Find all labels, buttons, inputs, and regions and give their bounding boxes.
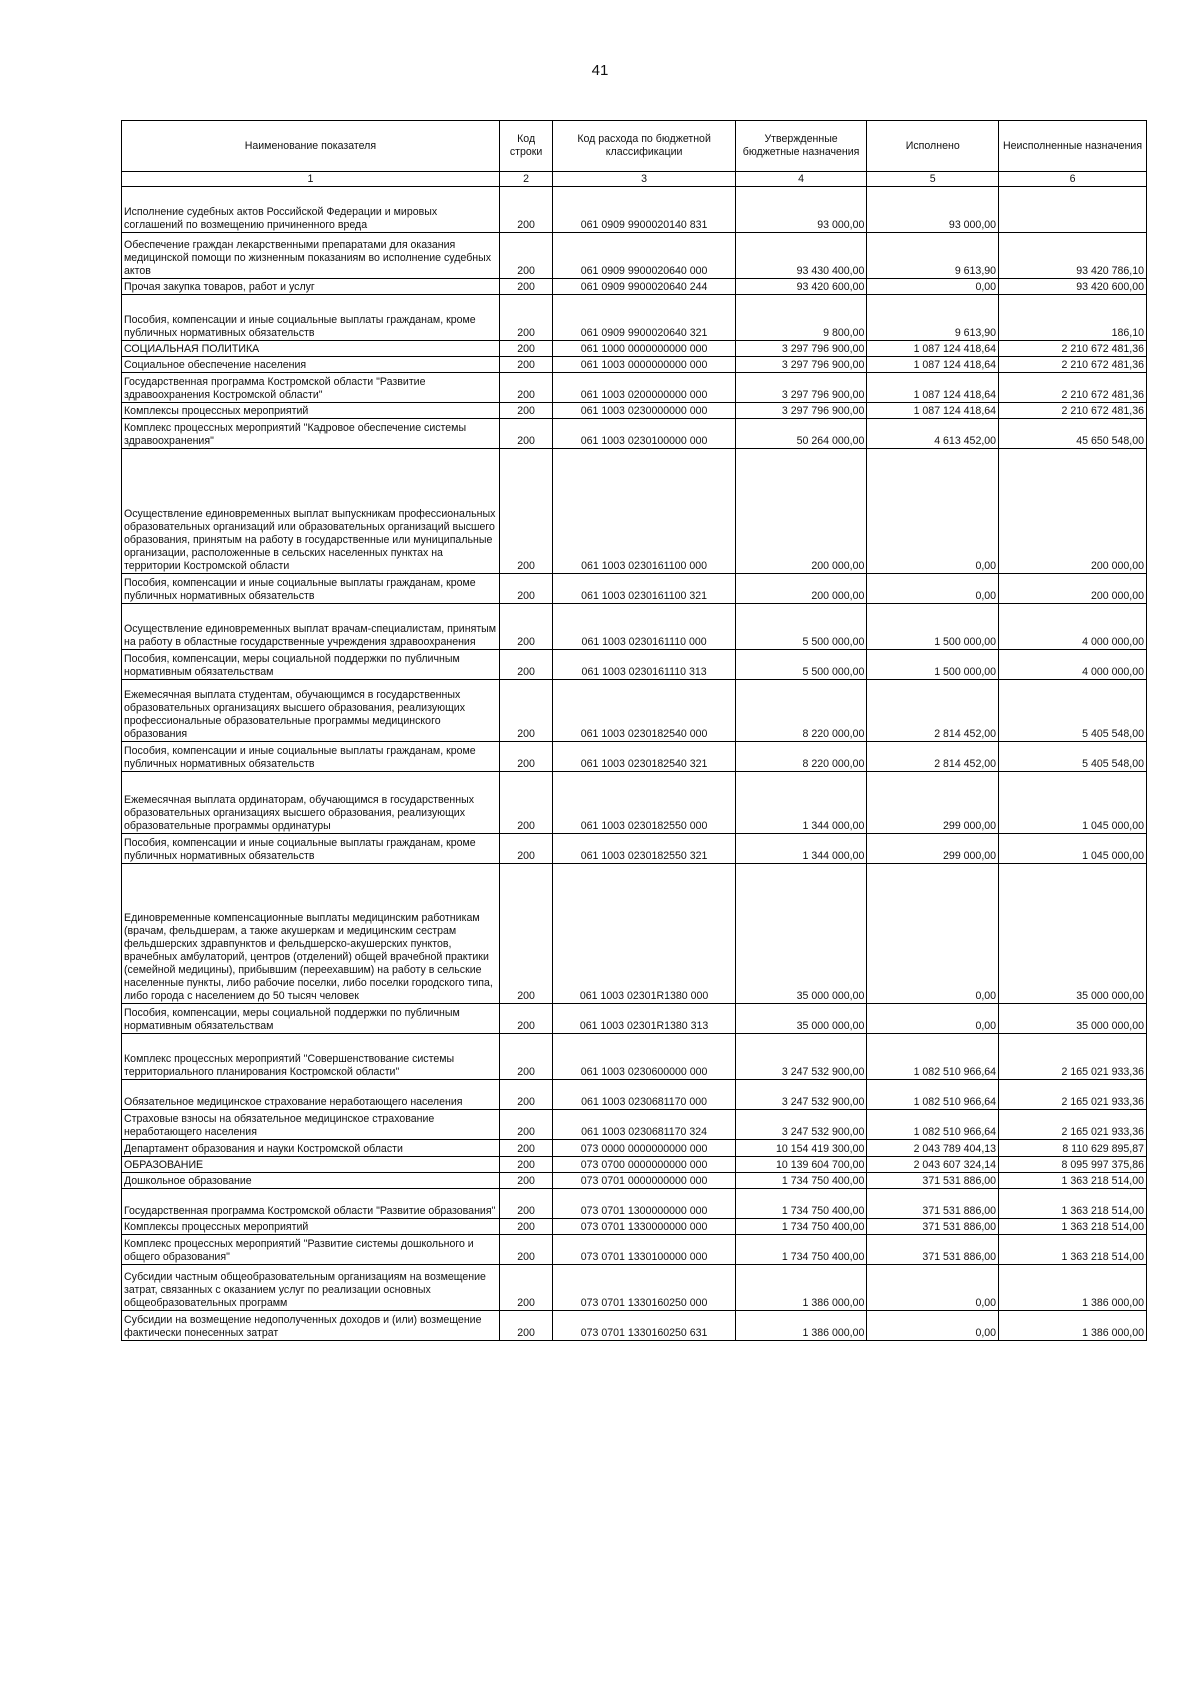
row-name-cell: Осуществление единовременных выплат врачам-специалистам, принятым на работу в областные государственные учреждения здравоохранения bbox=[122, 604, 500, 650]
row-approved-cell: 8 220 000,00 bbox=[735, 742, 867, 772]
row-approved-cell: 8 220 000,00 bbox=[735, 680, 867, 742]
table-row bbox=[122, 341, 1147, 357]
table-row bbox=[122, 650, 1147, 680]
row-unexecuted-cell: 186,10 bbox=[999, 295, 1147, 341]
row-kbk-cell: 061 1003 0230161100 000 bbox=[553, 449, 735, 574]
row-executed-cell: 371 531 886,00 bbox=[867, 1189, 999, 1219]
row-name-cell: Государственная программа Костромской области "Развитие образования" bbox=[122, 1189, 500, 1219]
row-approved-cell: 10 139 604 700,00 bbox=[735, 1157, 867, 1173]
row-kbk-cell: 061 1003 0230681170 324 bbox=[553, 1110, 735, 1140]
row-kbk-cell: 061 1003 0230161100 321 bbox=[553, 574, 735, 604]
row-name-cell: Комплекс процессных мероприятий "Совершенствование системы территориального планирования Костромской области" bbox=[122, 1034, 500, 1080]
row-name-cell: Социальное обеспечение населения bbox=[122, 357, 500, 373]
row-approved-cell: 9 800,00 bbox=[735, 295, 867, 341]
row-executed-cell: 1 082 510 966,64 bbox=[867, 1080, 999, 1110]
row-code-cell: 200 bbox=[499, 1140, 553, 1157]
row-unexecuted-cell: 1 045 000,00 bbox=[999, 772, 1147, 834]
row-executed-cell: 0,00 bbox=[867, 449, 999, 574]
row-code-cell: 200 bbox=[499, 341, 553, 357]
row-name-cell: Обеспечение граждан лекарственными препаратами для оказания медицинской помощи по жизненным показаниям во исполнение судебных актов bbox=[122, 233, 500, 279]
row-kbk-cell: 061 1003 0230182550 000 bbox=[553, 772, 735, 834]
row-code-cell: 200 bbox=[499, 1311, 553, 1341]
row-code-cell: 200 bbox=[499, 449, 553, 574]
row-approved-cell: 93 430 400,00 bbox=[735, 233, 867, 279]
row-unexecuted-cell bbox=[999, 187, 1147, 233]
row-name-cell: Пособия, компенсации и иные социальные выплаты гражданам, кроме публичных нормативных обязательств bbox=[122, 574, 500, 604]
row-unexecuted-cell: 1 363 218 514,00 bbox=[999, 1235, 1147, 1265]
row-approved-cell: 5 500 000,00 bbox=[735, 650, 867, 680]
row-executed-cell: 1 082 510 966,64 bbox=[867, 1034, 999, 1080]
row-name-cell: Обязательное медицинское страхование неработающего населения bbox=[122, 1080, 500, 1110]
table-row bbox=[122, 279, 1147, 295]
row-approved-cell: 10 154 419 300,00 bbox=[735, 1140, 867, 1157]
header-number: 2 bbox=[499, 172, 553, 187]
table-row bbox=[122, 187, 1147, 233]
header-executed: Исполнено bbox=[867, 121, 999, 172]
row-executed-cell: 9 613,90 bbox=[867, 233, 999, 279]
row-executed-cell: 2 814 452,00 bbox=[867, 680, 999, 742]
row-unexecuted-cell: 2 210 672 481,36 bbox=[999, 341, 1147, 357]
header-kbk: Код расхода по бюджетной классификации bbox=[553, 121, 735, 172]
row-name-cell: СОЦИАЛЬНАЯ ПОЛИТИКА bbox=[122, 341, 500, 357]
row-code-cell: 200 bbox=[499, 403, 553, 419]
header-number: 5 bbox=[867, 172, 999, 187]
row-code-cell: 200 bbox=[499, 742, 553, 772]
row-kbk-cell: 073 0000 0000000000 000 bbox=[553, 1140, 735, 1157]
row-approved-cell: 200 000,00 bbox=[735, 574, 867, 604]
table-row bbox=[122, 1173, 1147, 1189]
row-name-cell: Исполнение судебных актов Российской Федерации и мировых соглашений по возмещению причиненного вреда bbox=[122, 187, 500, 233]
row-name-cell: Пособия, компенсации, меры социальной поддержки по публичным нормативным обязательствам bbox=[122, 650, 500, 680]
row-kbk-cell: 073 0701 1300000000 000 bbox=[553, 1189, 735, 1219]
row-kbk-cell: 061 1003 0230182540 000 bbox=[553, 680, 735, 742]
row-code-cell: 200 bbox=[499, 574, 553, 604]
row-name-cell: Дошкольное образование bbox=[122, 1173, 500, 1189]
row-unexecuted-cell: 200 000,00 bbox=[999, 449, 1147, 574]
row-approved-cell: 1 734 750 400,00 bbox=[735, 1173, 867, 1189]
row-executed-cell: 371 531 886,00 bbox=[867, 1235, 999, 1265]
table-row bbox=[122, 1080, 1147, 1110]
row-unexecuted-cell: 2 210 672 481,36 bbox=[999, 357, 1147, 373]
row-name-cell: Пособия, компенсации и иные социальные выплаты гражданам, кроме публичных нормативных обязательств bbox=[122, 834, 500, 864]
row-executed-cell: 1 087 124 418,64 bbox=[867, 373, 999, 403]
row-unexecuted-cell: 1 386 000,00 bbox=[999, 1311, 1147, 1341]
row-kbk-cell: 061 1003 0200000000 000 bbox=[553, 373, 735, 403]
row-code-cell: 200 bbox=[499, 295, 553, 341]
budget-execution-table bbox=[121, 120, 1147, 1341]
table-row bbox=[122, 1311, 1147, 1341]
row-unexecuted-cell: 5 405 548,00 bbox=[999, 680, 1147, 742]
row-approved-cell: 3 247 532 900,00 bbox=[735, 1080, 867, 1110]
row-executed-cell: 0,00 bbox=[867, 864, 999, 1004]
row-approved-cell: 1 734 750 400,00 bbox=[735, 1219, 867, 1235]
row-name-cell: Субсидии на возмещение недополученных доходов и (или) возмещение фактически понесенных затрат bbox=[122, 1311, 500, 1341]
row-code-cell: 200 bbox=[499, 419, 553, 449]
row-name-cell: ОБРАЗОВАНИЕ bbox=[122, 1157, 500, 1173]
row-executed-cell: 2 814 452,00 bbox=[867, 742, 999, 772]
row-unexecuted-cell: 2 210 672 481,36 bbox=[999, 373, 1147, 403]
table-row bbox=[122, 403, 1147, 419]
row-name-cell: Комплексы процессных мероприятий bbox=[122, 403, 500, 419]
row-code-cell: 200 bbox=[499, 1110, 553, 1140]
header-row bbox=[122, 121, 1147, 172]
row-code-cell: 200 bbox=[499, 1265, 553, 1311]
row-unexecuted-cell: 1 363 218 514,00 bbox=[999, 1219, 1147, 1235]
row-kbk-cell: 061 1003 02301R1380 000 bbox=[553, 864, 735, 1004]
row-code-cell: 200 bbox=[499, 1080, 553, 1110]
row-kbk-cell: 073 0700 0000000000 000 bbox=[553, 1157, 735, 1173]
row-unexecuted-cell: 35 000 000,00 bbox=[999, 864, 1147, 1004]
table-row bbox=[122, 233, 1147, 279]
table-row bbox=[122, 742, 1147, 772]
table-row bbox=[122, 1140, 1147, 1157]
table-row bbox=[122, 1219, 1147, 1235]
row-code-cell: 200 bbox=[499, 834, 553, 864]
row-name-cell: Государственная программа Костромской области "Развитие здравоохранения Костромской области" bbox=[122, 373, 500, 403]
row-executed-cell: 0,00 bbox=[867, 1311, 999, 1341]
table-row bbox=[122, 373, 1147, 403]
row-code-cell: 200 bbox=[499, 1173, 553, 1189]
row-code-cell: 200 bbox=[499, 1004, 553, 1034]
table-row bbox=[122, 449, 1147, 574]
row-unexecuted-cell: 35 000 000,00 bbox=[999, 1004, 1147, 1034]
row-kbk-cell: 061 1003 02301R1380 313 bbox=[553, 1004, 735, 1034]
row-unexecuted-cell: 4 000 000,00 bbox=[999, 650, 1147, 680]
row-name-cell: Ежемесячная выплата ординаторам, обучающимся в государственных образовательных организациях высшего образования, реализующих образовательные программы ординатуры bbox=[122, 772, 500, 834]
header-number: 6 bbox=[999, 172, 1147, 187]
table-row bbox=[122, 574, 1147, 604]
row-unexecuted-cell: 1 363 218 514,00 bbox=[999, 1189, 1147, 1219]
row-executed-cell: 0,00 bbox=[867, 574, 999, 604]
row-kbk-cell: 073 0701 0000000000 000 bbox=[553, 1173, 735, 1189]
row-unexecuted-cell: 2 165 021 933,36 bbox=[999, 1034, 1147, 1080]
row-code-cell: 200 bbox=[499, 279, 553, 295]
row-executed-cell: 1 082 510 966,64 bbox=[867, 1110, 999, 1140]
row-executed-cell: 299 000,00 bbox=[867, 834, 999, 864]
table-row bbox=[122, 1235, 1147, 1265]
row-unexecuted-cell: 2 165 021 933,36 bbox=[999, 1080, 1147, 1110]
row-approved-cell: 93 000,00 bbox=[735, 187, 867, 233]
row-executed-cell: 9 613,90 bbox=[867, 295, 999, 341]
row-approved-cell: 35 000 000,00 bbox=[735, 864, 867, 1004]
row-kbk-cell: 073 0701 1330100000 000 bbox=[553, 1235, 735, 1265]
row-executed-cell: 1 087 124 418,64 bbox=[867, 341, 999, 357]
row-kbk-cell: 061 0909 9900020640 000 bbox=[553, 233, 735, 279]
row-code-cell: 200 bbox=[499, 1189, 553, 1219]
row-kbk-cell: 061 1003 0230182540 321 bbox=[553, 742, 735, 772]
row-approved-cell: 1 386 000,00 bbox=[735, 1311, 867, 1341]
row-name-cell: Комплексы процессных мероприятий bbox=[122, 1219, 500, 1235]
row-approved-cell: 50 264 000,00 bbox=[735, 419, 867, 449]
header-approved: Утвержденные бюджетные назначения bbox=[735, 121, 867, 172]
row-kbk-cell: 061 1003 0230681170 000 bbox=[553, 1080, 735, 1110]
row-code-cell: 200 bbox=[499, 650, 553, 680]
row-name-cell: Комплекс процессных мероприятий "Развитие системы дошкольного и общего образования" bbox=[122, 1235, 500, 1265]
row-kbk-cell: 061 1003 0230161110 000 bbox=[553, 604, 735, 650]
table-row bbox=[122, 834, 1147, 864]
table-row bbox=[122, 295, 1147, 341]
row-approved-cell: 1 344 000,00 bbox=[735, 772, 867, 834]
row-code-cell: 200 bbox=[499, 357, 553, 373]
row-unexecuted-cell: 93 420 786,10 bbox=[999, 233, 1147, 279]
table-row bbox=[122, 1110, 1147, 1140]
row-executed-cell: 1 500 000,00 bbox=[867, 650, 999, 680]
row-unexecuted-cell: 8 110 629 895,87 bbox=[999, 1140, 1147, 1157]
page-number: 41 bbox=[591, 62, 609, 79]
table-row bbox=[122, 419, 1147, 449]
header-number: 4 bbox=[735, 172, 867, 187]
row-kbk-cell: 061 1003 0230100000 000 bbox=[553, 419, 735, 449]
row-unexecuted-cell: 93 420 600,00 bbox=[999, 279, 1147, 295]
row-kbk-cell: 061 1003 0000000000 000 bbox=[553, 357, 735, 373]
row-code-cell: 200 bbox=[499, 187, 553, 233]
table-row bbox=[122, 1034, 1147, 1080]
table-row bbox=[122, 357, 1147, 373]
row-name-cell: Прочая закупка товаров, работ и услуг bbox=[122, 279, 500, 295]
header-number: 1 bbox=[122, 172, 500, 187]
row-code-cell: 200 bbox=[499, 772, 553, 834]
row-approved-cell: 1 344 000,00 bbox=[735, 834, 867, 864]
row-code-cell: 200 bbox=[499, 604, 553, 650]
row-approved-cell: 1 386 000,00 bbox=[735, 1265, 867, 1311]
row-name-cell: Пособия, компенсации и иные социальные выплаты гражданам, кроме публичных нормативных обязательств bbox=[122, 742, 500, 772]
table-row bbox=[122, 1189, 1147, 1219]
row-kbk-cell: 061 1003 0230161110 313 bbox=[553, 650, 735, 680]
row-executed-cell: 371 531 886,00 bbox=[867, 1173, 999, 1189]
table-row bbox=[122, 1157, 1147, 1173]
row-unexecuted-cell: 1 386 000,00 bbox=[999, 1265, 1147, 1311]
table-row bbox=[122, 772, 1147, 834]
row-kbk-cell: 061 0909 9900020140 831 bbox=[553, 187, 735, 233]
row-executed-cell: 299 000,00 bbox=[867, 772, 999, 834]
row-kbk-cell: 073 0701 1330160250 000 bbox=[553, 1265, 735, 1311]
row-code-cell: 200 bbox=[499, 680, 553, 742]
row-kbk-cell: 061 1003 0230600000 000 bbox=[553, 1034, 735, 1080]
table-row bbox=[122, 680, 1147, 742]
table-row bbox=[122, 604, 1147, 650]
row-code-cell: 200 bbox=[499, 1219, 553, 1235]
row-kbk-cell: 073 0701 1330000000 000 bbox=[553, 1219, 735, 1235]
header-code: Код строки bbox=[499, 121, 553, 172]
header-unexecuted: Неисполненные назначения bbox=[999, 121, 1147, 172]
row-executed-cell: 371 531 886,00 bbox=[867, 1219, 999, 1235]
row-unexecuted-cell: 45 650 548,00 bbox=[999, 419, 1147, 449]
row-code-cell: 200 bbox=[499, 1034, 553, 1080]
row-unexecuted-cell: 1 045 000,00 bbox=[999, 834, 1147, 864]
row-name-cell: Осуществление единовременных выплат выпускникам профессиональных образовательных организаций или образовательных организаций высшего образования, принятым на работу в государственные или муниципальные организации, расположенные в сельских населенных пунктах на территории Костромской области bbox=[122, 449, 500, 574]
row-name-cell: Пособия, компенсации, меры социальной поддержки по публичным нормативным обязательствам bbox=[122, 1004, 500, 1034]
row-name-cell: Единовременные компенсационные выплаты медицинским работникам (врачам, фельдшерам, а также акушеркам и медицинским сестрам фельдшерских здравпунктов и фельдшерско-акушерских пунктов, врачебных амбулаторий, центров (отделений) общей врачебной практики (семейной медицины), прибывшим (переехавшим) на работу в сельские населенные пункты, либо рабочие поселки, либо поселки городского типа, либо города с населением до 50 тысяч человек bbox=[122, 864, 500, 1004]
row-name-cell: Пособия, компенсации и иные социальные выплаты гражданам, кроме публичных нормативных обязательств bbox=[122, 295, 500, 341]
row-code-cell: 200 bbox=[499, 233, 553, 279]
row-kbk-cell: 061 1000 0000000000 000 bbox=[553, 341, 735, 357]
row-approved-cell: 3 247 532 900,00 bbox=[735, 1110, 867, 1140]
row-approved-cell: 3 297 796 900,00 bbox=[735, 341, 867, 357]
table-row bbox=[122, 1265, 1147, 1311]
table-row bbox=[122, 1004, 1147, 1034]
row-approved-cell: 1 734 750 400,00 bbox=[735, 1235, 867, 1265]
row-code-cell: 200 bbox=[499, 1157, 553, 1173]
row-approved-cell: 3 297 796 900,00 bbox=[735, 403, 867, 419]
row-unexecuted-cell: 8 095 997 375,86 bbox=[999, 1157, 1147, 1173]
row-unexecuted-cell: 2 165 021 933,36 bbox=[999, 1110, 1147, 1140]
row-executed-cell: 0,00 bbox=[867, 279, 999, 295]
row-approved-cell: 3 297 796 900,00 bbox=[735, 357, 867, 373]
row-executed-cell: 0,00 bbox=[867, 1004, 999, 1034]
row-approved-cell: 93 420 600,00 bbox=[735, 279, 867, 295]
row-code-cell: 200 bbox=[499, 1235, 553, 1265]
row-name-cell: Ежемесячная выплата студентам, обучающимся в государственных образовательных организациях высшего образования, реализующих профессиональные образовательные программы медицинского образования bbox=[122, 680, 500, 742]
table-row bbox=[122, 864, 1147, 1004]
row-approved-cell: 200 000,00 bbox=[735, 449, 867, 574]
header-number: 3 bbox=[553, 172, 735, 187]
row-unexecuted-cell: 200 000,00 bbox=[999, 574, 1147, 604]
row-executed-cell: 4 613 452,00 bbox=[867, 419, 999, 449]
row-approved-cell: 3 247 532 900,00 bbox=[735, 1034, 867, 1080]
row-executed-cell: 1 500 000,00 bbox=[867, 604, 999, 650]
row-executed-cell: 2 043 607 324,14 bbox=[867, 1157, 999, 1173]
row-executed-cell: 93 000,00 bbox=[867, 187, 999, 233]
header-name: Наименование показателя bbox=[122, 121, 500, 172]
row-unexecuted-cell: 5 405 548,00 bbox=[999, 742, 1147, 772]
row-approved-cell: 1 734 750 400,00 bbox=[735, 1189, 867, 1219]
row-unexecuted-cell: 1 363 218 514,00 bbox=[999, 1173, 1147, 1189]
row-name-cell: Департамент образования и науки Костромской области bbox=[122, 1140, 500, 1157]
row-executed-cell: 1 087 124 418,64 bbox=[867, 403, 999, 419]
row-kbk-cell: 073 0701 1330160250 631 bbox=[553, 1311, 735, 1341]
row-approved-cell: 3 297 796 900,00 bbox=[735, 373, 867, 403]
row-executed-cell: 1 087 124 418,64 bbox=[867, 357, 999, 373]
row-approved-cell: 35 000 000,00 bbox=[735, 1004, 867, 1034]
row-kbk-cell: 061 1003 0230182550 321 bbox=[553, 834, 735, 864]
row-unexecuted-cell: 4 000 000,00 bbox=[999, 604, 1147, 650]
row-unexecuted-cell: 2 210 672 481,36 bbox=[999, 403, 1147, 419]
row-approved-cell: 5 500 000,00 bbox=[735, 604, 867, 650]
row-executed-cell: 2 043 789 404,13 bbox=[867, 1140, 999, 1157]
row-code-cell: 200 bbox=[499, 373, 553, 403]
row-kbk-cell: 061 0909 9900020640 321 bbox=[553, 295, 735, 341]
row-kbk-cell: 061 1003 0230000000 000 bbox=[553, 403, 735, 419]
row-kbk-cell: 061 0909 9900020640 244 bbox=[553, 279, 735, 295]
row-name-cell: Комплекс процессных мероприятий "Кадровое обеспечение системы здравоохранения" bbox=[122, 419, 500, 449]
table-body bbox=[122, 187, 1147, 1341]
row-code-cell: 200 bbox=[499, 864, 553, 1004]
header-number-row bbox=[122, 172, 1147, 187]
row-name-cell: Субсидии частным общеобразовательным организациям на возмещение затрат, связанных с оказанием услуг по реализации основных общеобразовательных программ bbox=[122, 1265, 500, 1311]
row-name-cell: Страховые взносы на обязательное медицинское страхование неработающего населения bbox=[122, 1110, 500, 1140]
row-executed-cell: 0,00 bbox=[867, 1265, 999, 1311]
